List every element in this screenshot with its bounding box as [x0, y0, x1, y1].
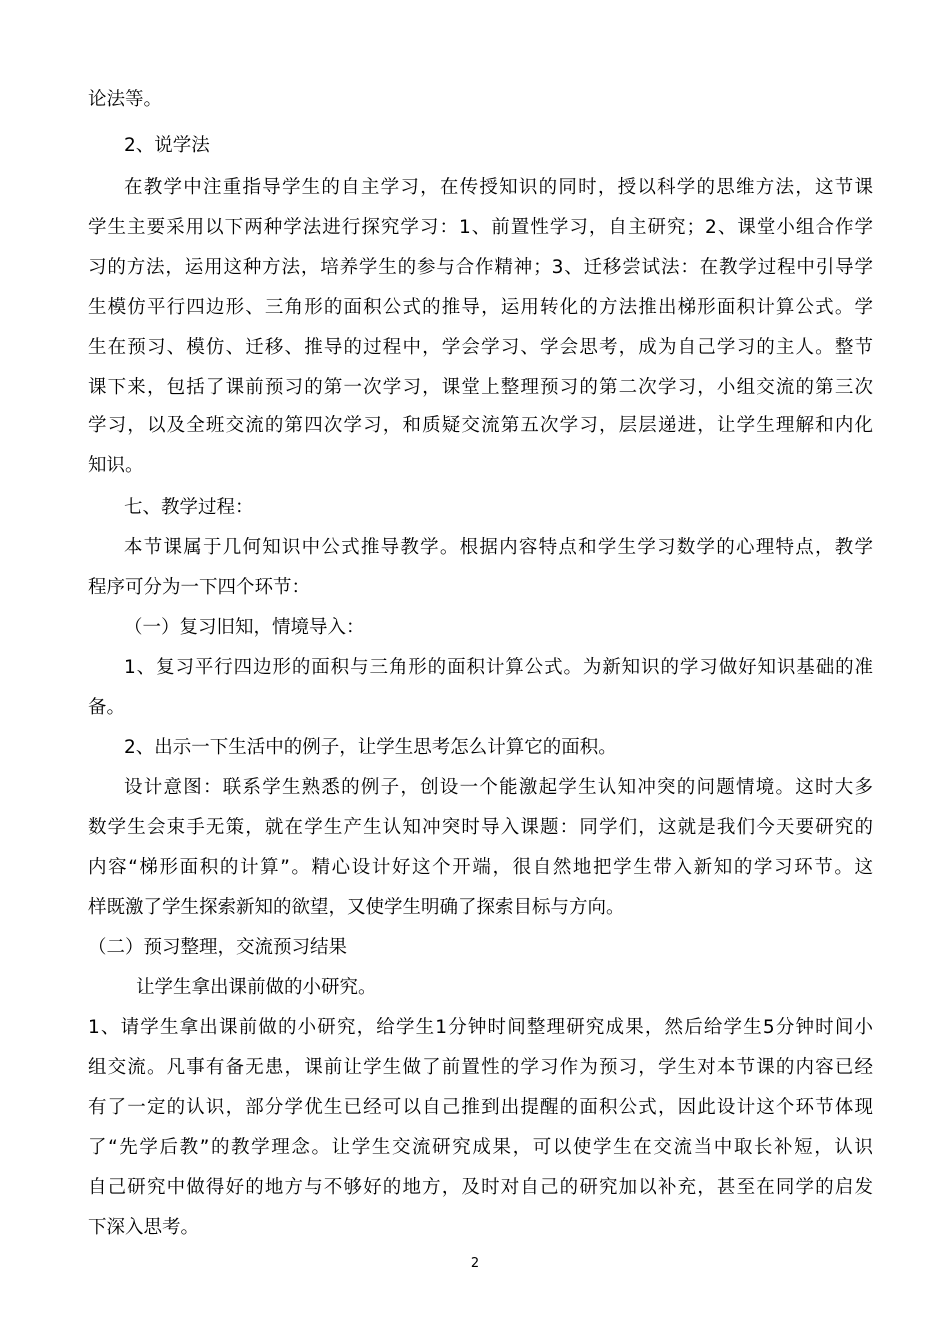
text-line: 自己研究中做得好的地方与不够好的地方，及时对自己的研究加以补充，甚至在同学的启发	[88, 1177, 873, 1198]
text-line: 1、请学生拿出课前做的小研究，给学生1分钟时间整理研究成果，然后给学生5分钟时间小	[88, 1017, 873, 1038]
text-line: 学生主要采用以下两种学法进行探究学习：1、前置性学习，自主研究；2、课堂小组合作学	[88, 217, 873, 238]
text-line: 学习，以及全班交流的第四次学习，和质疑交流第五次学习，层层递进，让学生理解和内化	[88, 415, 873, 436]
text-line: 内容“梯形面积的计算”。精心设计好这个开端，很自然地把学生带入新知的学习环节。这	[88, 857, 873, 878]
text-line: 生在预习、模仿、迁移、推导的过程中，学会学习、学会思考，成为自己学习的主人。整节	[88, 337, 873, 358]
text-line: 有了一定的认识，部分学优生已经可以自己推到出提醒的面积公式，因此设计这个环节体现	[88, 1097, 873, 1118]
text-line: 组交流。凡事有备无患，课前让学生做了前置性的学习作为预习，学生对本节课的内容已经	[88, 1057, 873, 1078]
subsection-heading: （一）复习旧知，情境导入：	[124, 617, 365, 638]
text-line: 在教学中注重指导学生的自主学习，在传授知识的同时，授以科学的思维方法，这节课	[124, 177, 873, 198]
text-line: 备。	[88, 697, 126, 718]
text-line: 课下来，包括了课前预习的第一次学习，课堂上整理预习的第二次学习，小组交流的第三次	[88, 377, 873, 398]
page-number: 2	[470, 1256, 480, 1271]
text-line: 了“先学后教”的教学理念。让学生交流研究成果，可以使学生在交流当中取长补短，认识	[88, 1137, 873, 1158]
text-line: 知识。	[88, 455, 144, 476]
subsection-heading: （二）预习整理，交流预习结果	[88, 937, 348, 958]
text-line: 生模仿平行四边形、三角形的面积公式的推导，运用转化的方法推出梯形面积计算公式。学	[88, 297, 873, 318]
text-line: 设计意图：联系学生熟悉的例子，创设一个能激起学生认知冲突的问题情境。这时大多	[124, 777, 873, 798]
text-line: 程序可分为一下四个环节：	[88, 577, 311, 598]
text-line: 习的方法，运用这种方法，培养学生的参与合作精神；3、迁移尝试法：在教学过程中引导学	[88, 257, 873, 278]
text-line: 2、出示一下生活中的例子，让学生思考怎么计算它的面积。	[124, 737, 617, 758]
text-line: 1、复习平行四边形的面积与三角形的面积计算公式。为新知识的学习做好知识基础的准	[124, 657, 873, 678]
text-line: 论法等。	[88, 89, 163, 110]
section-heading: 2、说学法	[124, 135, 210, 156]
text-line: 数学生会束手无策，就在学生产生认知冲突时导入课题：同学们，这就是我们今天要研究的	[88, 817, 873, 838]
text-line: 让学生拿出课前做的小研究。	[136, 977, 377, 998]
text-line: 样既激了学生探索新知的欲望，又使学生明确了探索目标与方向。	[88, 897, 625, 918]
text-line: 下深入思考。	[88, 1217, 200, 1238]
text-line: 本节课属于几何知识中公式推导教学。根据内容特点和学生学习数学的心理特点，教学	[124, 537, 873, 558]
section-heading: 七、教学过程：	[124, 497, 254, 518]
